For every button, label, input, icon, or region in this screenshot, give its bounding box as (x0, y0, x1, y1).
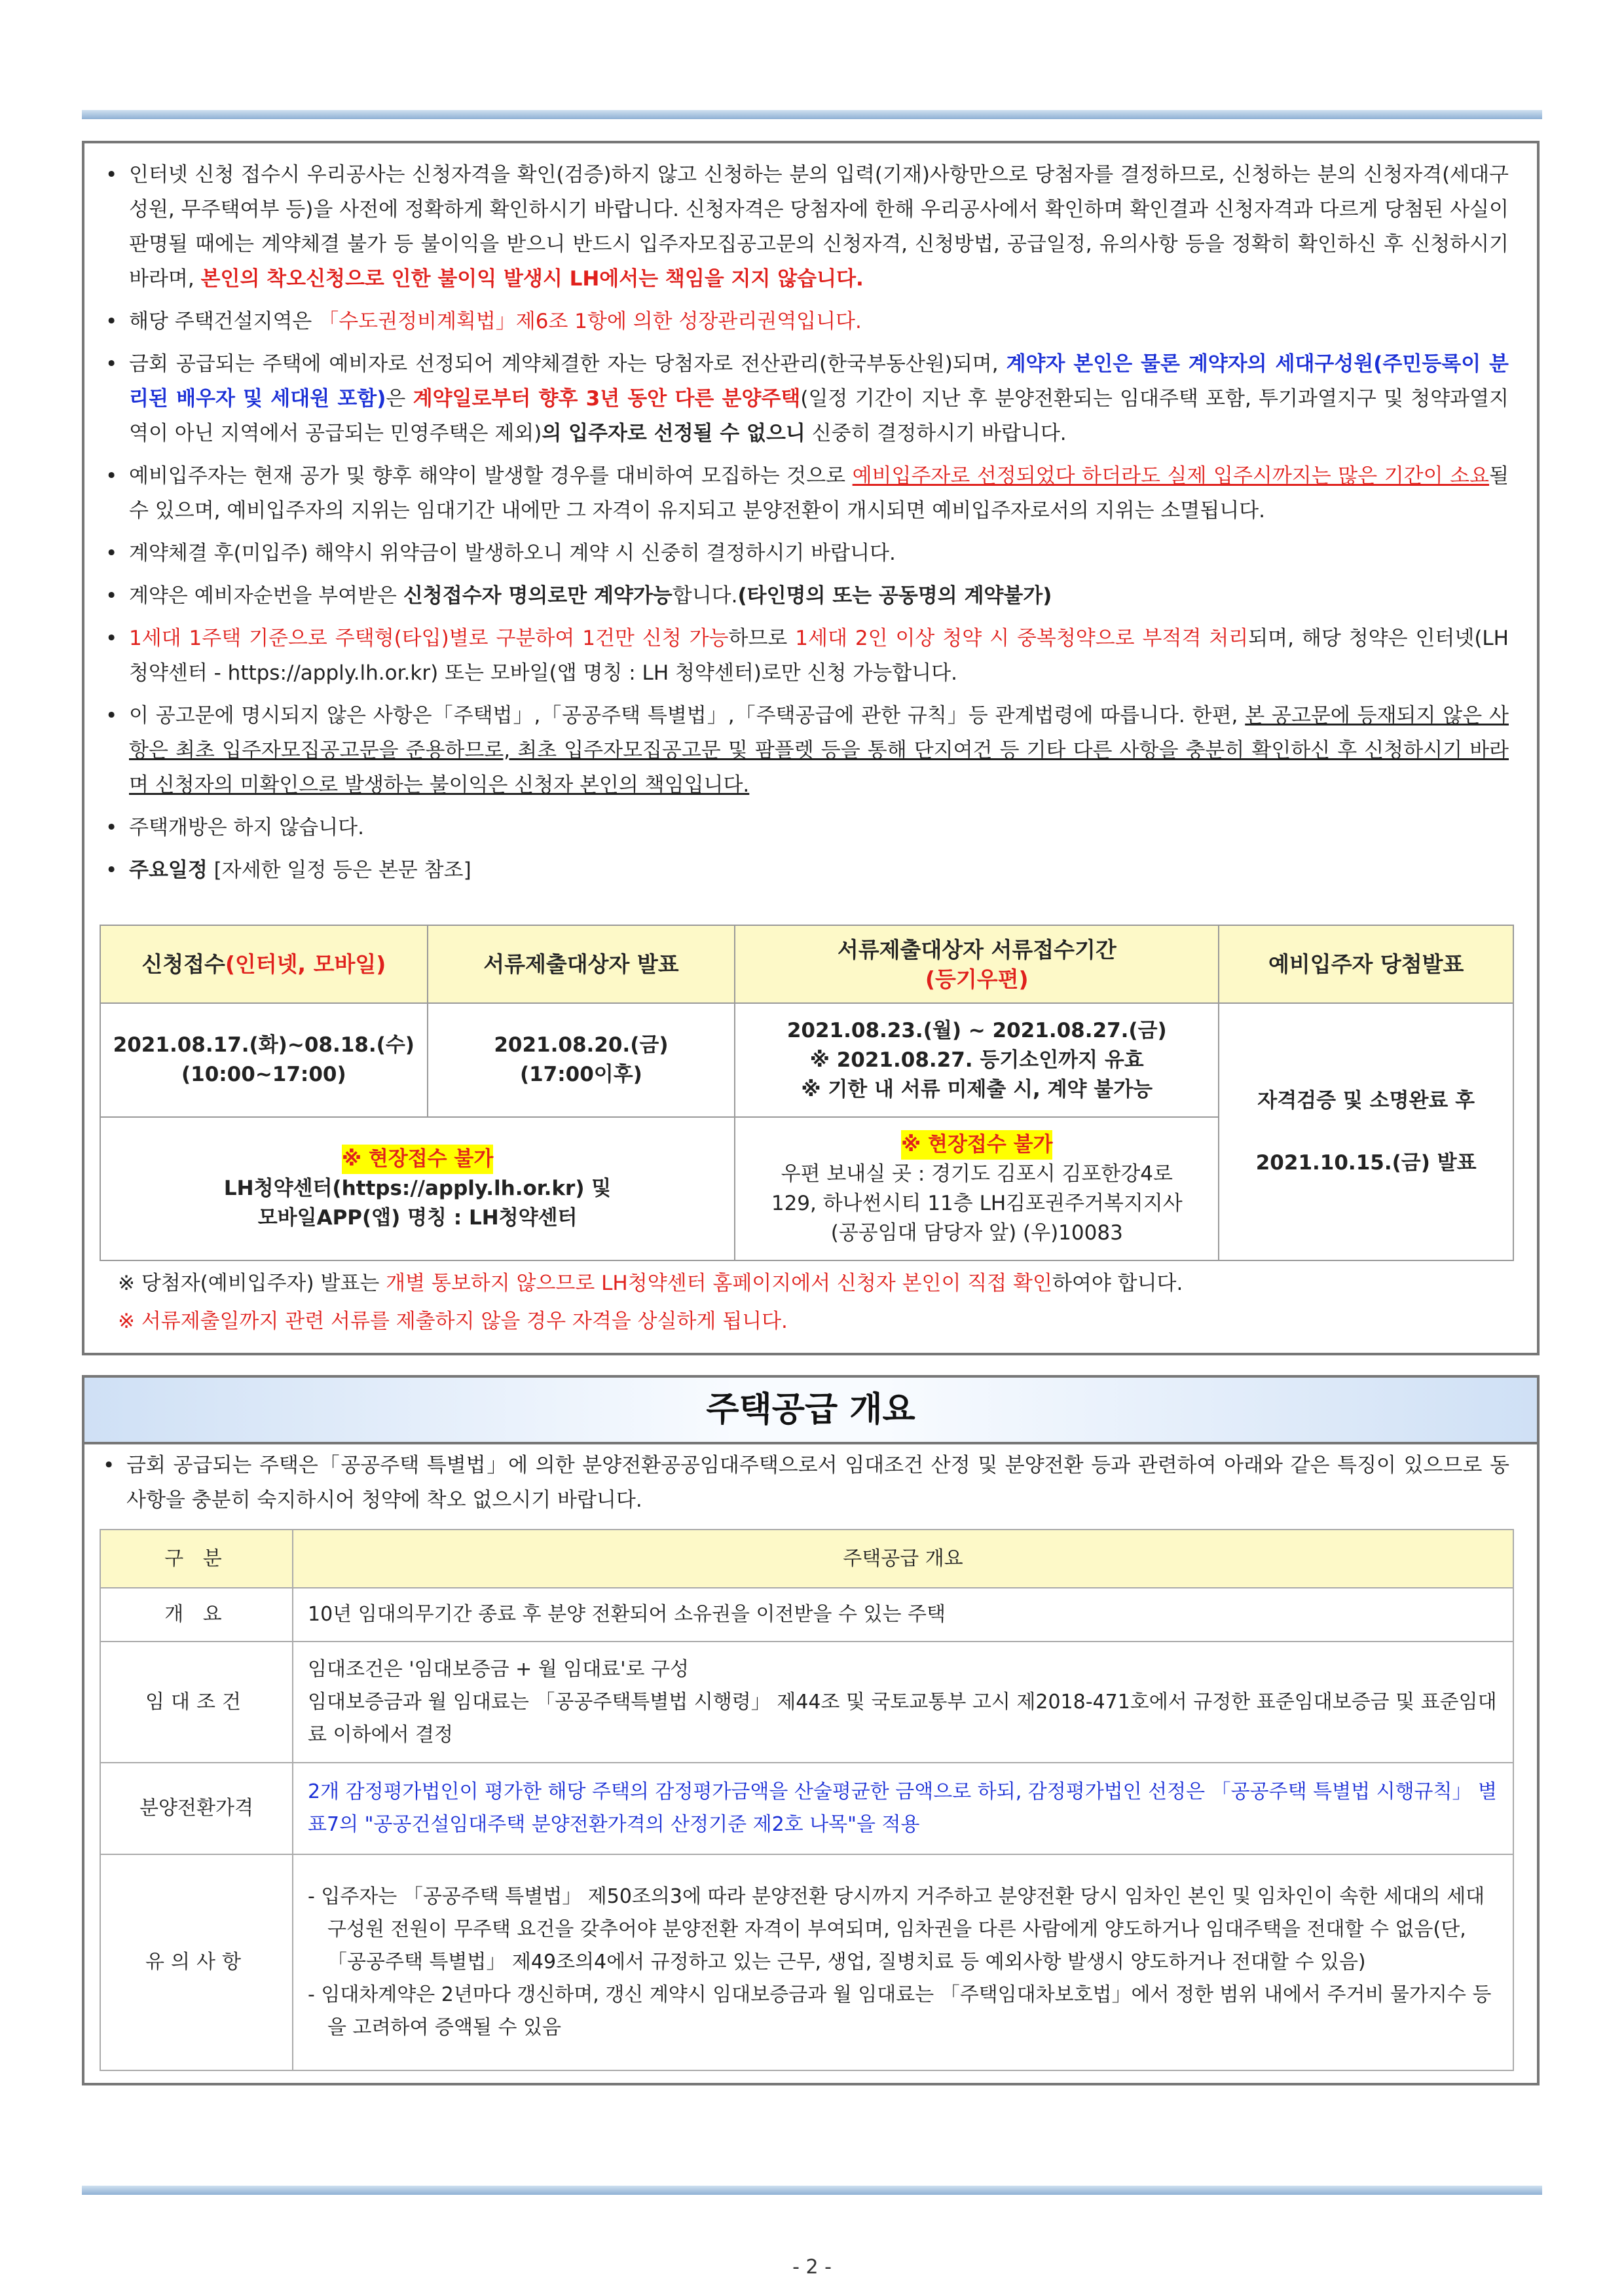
schedule-header-result: 예비입주자 당첨발표 (1219, 925, 1513, 1003)
overview-header-content: 주택공급 개요 (293, 1530, 1513, 1588)
row-value: 10년 임대의무기간 종료 후 분양 전환되어 소유권을 이전받을 수 있는 주택 (293, 1588, 1513, 1642)
announce-dates: 2021.08.20.(금) (17:00이후) (428, 1003, 735, 1117)
schedule-header-row (100, 925, 1513, 1003)
overview-intro-list (95, 1448, 1509, 1526)
overview-row (100, 1642, 1513, 1763)
overview-row (100, 1588, 1513, 1642)
row-value: 2개 감정평가법인이 평가한 해당 주택의 감정평가금액을 산술평균한 금액으로 하되, 감정평가법인 선정은 「공공주택 특별법 시행규칙」 별표7의 "공공건설임대주택 분양전환가격의 산정기준 제2호 나목"을 적용 (293, 1763, 1513, 1854)
schedule-table (100, 925, 1514, 1261)
notice-item: • 해당 주택건설지역은 「수도권정비계획법」제6조 1항에 의한 성장관리권역입니다. (98, 304, 1509, 339)
docs-dates: 2021.08.23.(월) ~ 2021.08.27.(금) ※ 2021.08.27. 등기소인까지 유효 ※ 기한 내 서류 미제출 시, 계약 불가능 (735, 1003, 1219, 1117)
notice-item: • 계약은 예비자순번을 부여받은 신청접수자 명의로만 계약가능합니다.(타인명의 또는 공동명의 계약불가) (98, 579, 1509, 614)
notice-item: • 이 공고문에 명시되지 않은 사항은「주택법」,「공공주택 특별법」,「주택공급에 관한 규칙」등 관계법령에 따릅니다. 한편, 본 공고문에 등재되지 않은 사항은 최초 입주자모집공고문을 준용하므로, 최초 입주자모집공고문 및 팜플렛 등을 통해 단지여건 등 기타 다른 사항을 충분히 확인하신 후 신청하시기 바라며 신청자의 미확인으로 발생하는 불이익은 신청자 본인의 책임입니다. (98, 699, 1509, 803)
schedule-header-docs: 서류제출대상자 서류접수기간 (등기우편) (735, 925, 1219, 1003)
notice-item: • 1세대 1주택 기준으로 주택형(타입)별로 구분하여 1건만 신청 가능하므로 1세대 2인 이상 청약 시 중복청약으로 부적격 처리되며, 해당 청약은 인터넷(LH 청약센터 - https://apply.lh.or.kr) 또는 모바일(앱 명칭 : LH 청약센터)로만 신청 가능합니다. (98, 621, 1509, 691)
overview-row (100, 1854, 1513, 2070)
overview-header-category: 구 분 (100, 1530, 293, 1588)
footnote-docs: ※ 서류제출일까지 관련 서류를 제출하지 않을 경우 자격을 상실하게 됩니다. (118, 1310, 788, 1333)
footnote-announce: ※ 당첨자(예비입주자) 발표는 개별 통보하지 않으므로 LH청약센터 홈페이지에서 신청자 본인이 직접 확인하여야 합니다. (118, 1272, 1183, 1295)
notice-item: • 주택개방은 하지 않습니다. (98, 811, 1509, 845)
row-label: 개 요 (100, 1588, 293, 1642)
result-date: 자격검증 및 소명완료 후 2021.10.15.(금) 발표 (1219, 1003, 1513, 1260)
row-value: 임대조건은 '임대보증금 + 월 임대료'로 구성 임대보증금과 월 임대료는 「공공주택특별법 시행령」 제44조 및 국토교통부 고시 제2018-471호에서 규정한 표준임대보증금 및 표준임대료 이하에서 결정 (293, 1642, 1513, 1763)
schedule-row-dates (100, 1003, 1513, 1117)
overview-table (100, 1529, 1514, 2071)
row-label: 유의사항 (100, 1854, 293, 2070)
apply-method: ※ 현장접수 불가 LH청약센터(https://apply.lh.or.kr) 및 모바일APP(앱) 명칭 : LH청약센터 (100, 1117, 735, 1260)
notice-item: • 주요일정 [자세한 일정 등은 본문 참조] (98, 853, 1509, 888)
notice-item: • 금회 공급되는 주택에 예비자로 선정되어 계약체결한 자는 당첨자로 전산관리(한국부동산원)되며, 계약자 본인은 물론 계약자의 세대구성원(주민등록이 분리된 배우자 및 세대원 포함)은 계약일로부터 향후 3년 동안 다른 분양주택(일정 기간이 지난 후 분양전환되는 임대주택 포함, 투기과열지구 및 청약과열지역이 아닌 지역에서 공급되는 민영주택은 제외)의 입주자로 선정될 수 없으니 신중히 결정하시기 바랍니다. (98, 347, 1509, 451)
notice-item: • 인터넷 신청 접수시 우리공사는 신청자격을 확인(검증)하지 않고 신청하는 분의 입력(기재)사항만으로 당첨자를 결정하므로, 신청하는 분의 신청자격(세대구성원, 무주택여부 등)을 사전에 정확하게 확인하시기 바랍니다. 신청자격은 당첨자에 한해 우리공사에서 확인하며 확인결과 신청자격과 다르게 당첨된 사실이 판명될 때에는 계약체결 불가 등 불이익을 받으니 반드시 입주자모집공고문의 신청자격, 신청방법, 공급일정, 유의사항 등을 정확히 확인하신 후 신청하시기 바라며, 본인의 착오신청으로 인한 불이익 발생시 LH에서는 책임을 지지 않습니다. (98, 158, 1509, 297)
schedule-header-announce: 서류제출대상자 발표 (428, 925, 735, 1003)
mail-address: ※ 현장접수 불가 우편 보내실 곳 : 경기도 김포시 김포한강4로 129, 하나썬시티 11층 LH김포권주거복지지사 (공공임대 담당자 앞) (우)10083 (735, 1117, 1219, 1260)
page-number: - 2 - (792, 2256, 832, 2279)
schedule-header-apply: 신청접수(인터넷, 모바일) (100, 925, 428, 1003)
bottom-decorative-bar (82, 2186, 1542, 2195)
apply-dates: 2021.08.17.(화)~08.18.(수) (10:00~17:00) (100, 1003, 428, 1117)
overview-title: 주택공급 개요 (84, 1378, 1537, 1444)
notice-item: • 계약체결 후(미입주) 해약시 위약금이 발생하오니 계약 시 신중히 결정하시기 바랍니다. (98, 536, 1509, 571)
notice-item: • 예비입주자는 현재 공가 및 향후 해약이 발생할 경우를 대비하여 모집하는 것으로 예비입주자로 선정되었다 하더라도 실제 입주시까지는 많은 기간이 소요될 수 있으며, 예비입주자의 지위는 임대기간 내에만 그 자격이 유지되고 분양전환이 개시되면 예비입주자로서의 지위는 소멸됩니다. (98, 459, 1509, 528)
overview-intro: • 금회 공급되는 주택은「공공주택 특별법」에 의한 분양전환공공임대주택으로서 임대조건 산정 및 분양전환 등과 관련하여 아래와 같은 특징이 있으므로 동 사항을 충분히 숙지하시어 청약에 착오 없으시기 바랍니다. (95, 1448, 1509, 1518)
notice-list (98, 158, 1509, 896)
top-decorative-bar (82, 110, 1542, 119)
row-label: 분양전환가격 (100, 1763, 293, 1854)
row-label: 임대조건 (100, 1642, 293, 1763)
overview-row (100, 1763, 1513, 1854)
row-value: - 입주자는 「공공주택 특별법」 제50조의3에 따라 분양전환 당시까지 거주하고 분양전환 당시 임차인 본인 및 임차인이 속한 세대의 세대구성원 전원이 무주택 요건을 갖추어야 분양전환 자격이 부여되며, 임차권을 다른 사람에게 양도하거나 임대주택을 전대할 수 없음(단, 「공공주택 특별법」 제49조의4에서 규정하고 있는 근무, 생업, 질병치료 등 예외사항 발생시 양도하거나 전대할 수 있음) - 임대차계약은 2년마다 갱신하며, 갱신 계약시 임대보증금과 월 임대료는 「주택임대차보호법」에서 정한 범위 내에서 주거비 물가지수 등을 고려하여 증액될 수 있음 (293, 1854, 1513, 2070)
overview-header-row (100, 1530, 1513, 1588)
